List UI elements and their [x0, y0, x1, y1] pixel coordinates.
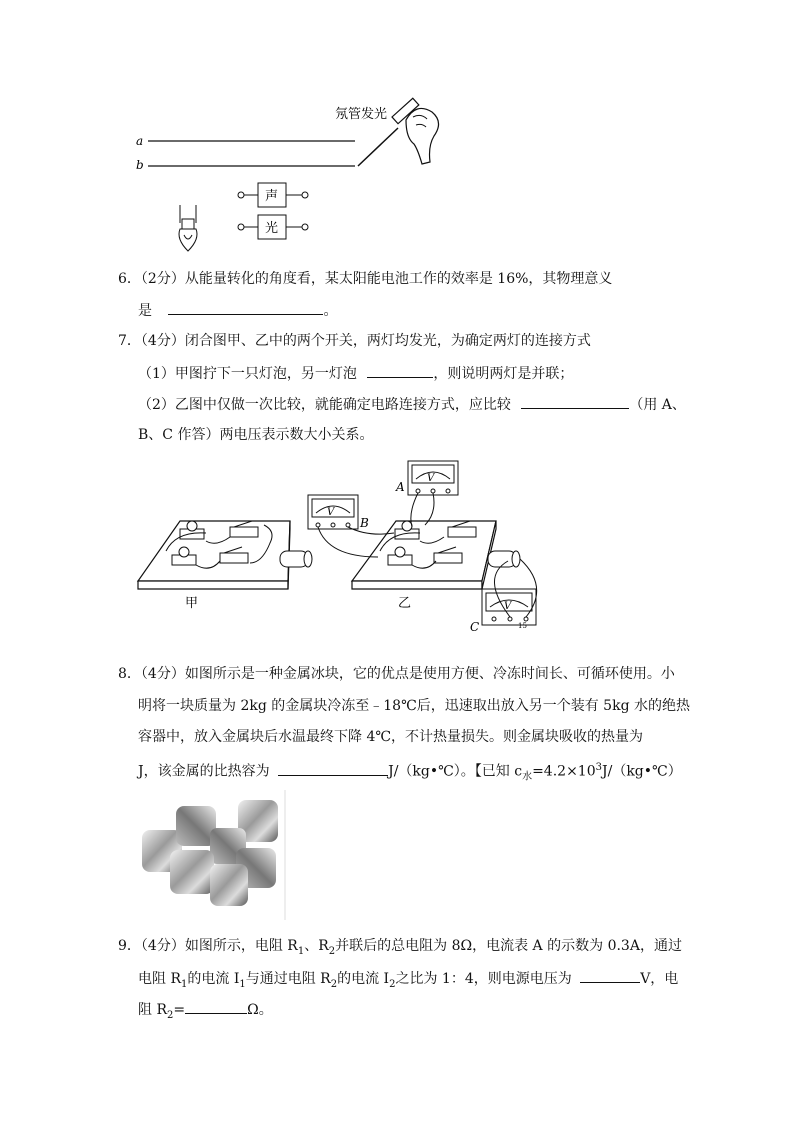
q8-unit: J/（kg•℃）。	[388, 763, 475, 780]
q9-l2-s4: 2	[389, 978, 396, 990]
q8-score: （4分）	[140, 666, 185, 682]
q6-answer-blank[interactable]	[168, 300, 323, 315]
voltmeter-a-label: A	[396, 480, 405, 494]
q6-score: （2分）	[140, 271, 185, 287]
battery-jia	[280, 551, 312, 567]
voltmeter-c-symbol: V	[504, 601, 512, 612]
q9-l3-b: =	[173, 1002, 186, 1018]
q9-voltage-blank[interactable]	[580, 968, 640, 983]
q7-sub2-line2	[138, 425, 373, 445]
voltmeter-b-label: B	[360, 516, 369, 530]
q9-line1	[118, 936, 682, 962]
q7-number: 7．	[118, 333, 141, 349]
q7-sub1-blank[interactable]	[367, 363, 433, 378]
q9-l2-c: 与通过电阻 R	[245, 971, 331, 987]
q8-line4-prefix: J，该金属的比热容为	[138, 763, 270, 780]
q7-sub1-suffix: ，则说明两灯是并联；	[433, 366, 574, 382]
q9-l2-d: 的电流 I	[337, 971, 390, 987]
battery-yi	[488, 551, 520, 567]
q8-line4	[138, 758, 682, 787]
q7-score: （4分）	[140, 333, 185, 349]
q9-l3-s: 2	[167, 1009, 174, 1021]
label-jia: 甲	[185, 596, 199, 611]
q8-known-tail: J/（kg•℃）	[602, 763, 682, 780]
q6-line2	[138, 300, 337, 321]
q9-l1-s2: 2	[328, 945, 336, 957]
q9-l2-b: 的电流 I	[187, 971, 240, 987]
voltmeter-b-symbol: V	[327, 507, 335, 518]
q9-line3	[138, 999, 273, 1026]
q6-number: 6．	[118, 271, 141, 287]
bulb-icon	[179, 205, 197, 251]
figure-metal-ice-cubes	[130, 790, 290, 920]
q9-l3-unit: Ω。	[247, 1002, 273, 1018]
q8-text1: 如图所示是一种金属冰块，它的优点是使用方便、冷冻时间长、可循环使用。小	[184, 666, 675, 682]
q9-l1-c: 并联后的总电阻为 8Ω，电流表 A 的示数为 0.3A，通过	[335, 938, 682, 954]
q8-line1	[118, 664, 675, 684]
q6-suffix: 。	[323, 303, 338, 319]
wire-a-label: a	[136, 134, 144, 148]
q6-line1	[118, 269, 612, 289]
wire-b-label: b	[136, 158, 144, 172]
voltmeter-a-symbol: V	[427, 473, 435, 484]
q8-known-value: =4.2×10	[532, 763, 596, 780]
board-jia	[138, 521, 290, 581]
sound-box-label: 声	[265, 189, 279, 204]
voltmeter-a-icon	[408, 461, 458, 527]
cube-7	[210, 864, 248, 906]
q9-l2-s1: 1	[181, 978, 188, 990]
q6-prefix: 是	[138, 303, 152, 319]
q9-l2-a: 电阻 R	[138, 971, 181, 987]
voltmeter-c-label: C	[470, 620, 480, 634]
q9-line2	[138, 968, 678, 995]
neon-label: 氖管发光	[335, 107, 388, 122]
q9-l3-a: 阻 R	[138, 1002, 167, 1018]
q9-l1-s1: 1	[297, 945, 305, 957]
label-yi: 乙	[398, 596, 412, 611]
q9-l2-s2: 1	[239, 978, 246, 990]
q8-text2: 明将一块质量为 2kg 的金属块冷冻至﹣18℃后，迅速取出放入另一个装有 5kg 水的绝热	[138, 698, 690, 714]
q8-line2	[138, 696, 690, 716]
q9-l1-a: 如图所示，电阻 R	[184, 938, 298, 954]
q8-line3	[138, 727, 643, 747]
q9-l2-e: 之比为 1：4，则电源电压为	[395, 971, 572, 987]
q7-sub1	[138, 363, 573, 384]
q7-sub2-blank[interactable]	[521, 394, 629, 409]
figure-circuits	[130, 455, 560, 645]
q9-number: 9．	[118, 938, 141, 954]
voltmeter-c-icon	[482, 559, 537, 625]
voltmeter-c-terminal: 15	[518, 622, 527, 630]
q7-sub2-line2-text: B、C 作答）两电压表示数大小关系。	[138, 427, 374, 443]
q8-number: 8．	[118, 666, 141, 682]
q7-sub2-prefix: （2）乙图中仅做一次比较，就能确定电路连接方式，应比较	[138, 397, 511, 413]
q8-known-sub: 水	[522, 771, 533, 783]
q8-known: 【已知 c	[474, 763, 523, 780]
q7-sub2	[138, 394, 686, 415]
q8-heat-capacity-blank[interactable]	[278, 761, 388, 776]
q7-sub1-prefix: （1）甲图拧下一只灯泡，另一灯泡	[138, 366, 357, 382]
figure-test-pencil	[130, 95, 460, 260]
q7-text: 闭合图甲、乙中的两个开关，两灯均发光，为确定两灯的连接方式	[184, 333, 591, 349]
q7-line1	[118, 331, 591, 351]
cube-5	[170, 850, 214, 894]
q8-known-exp: 3	[595, 762, 602, 773]
q9-l1-b: 、R	[304, 938, 329, 954]
q9-score: （4分）	[140, 938, 185, 954]
q7-sub2-suffix: （用 A、	[629, 397, 686, 413]
light-box-label: 光	[265, 221, 279, 236]
q9-l2-unit: V，电	[640, 971, 679, 987]
q8-text3: 容器中，放入金属块后水温最终下降 4℃，不计热量损失。则金属块吸收的热量为	[138, 729, 644, 745]
q6-text: 从能量转化的角度看，某太阳能电池工作的效率是 16%，其物理意义	[184, 271, 613, 287]
q9-l2-s3: 2	[330, 978, 338, 990]
q9-resistance-blank[interactable]	[185, 999, 247, 1014]
